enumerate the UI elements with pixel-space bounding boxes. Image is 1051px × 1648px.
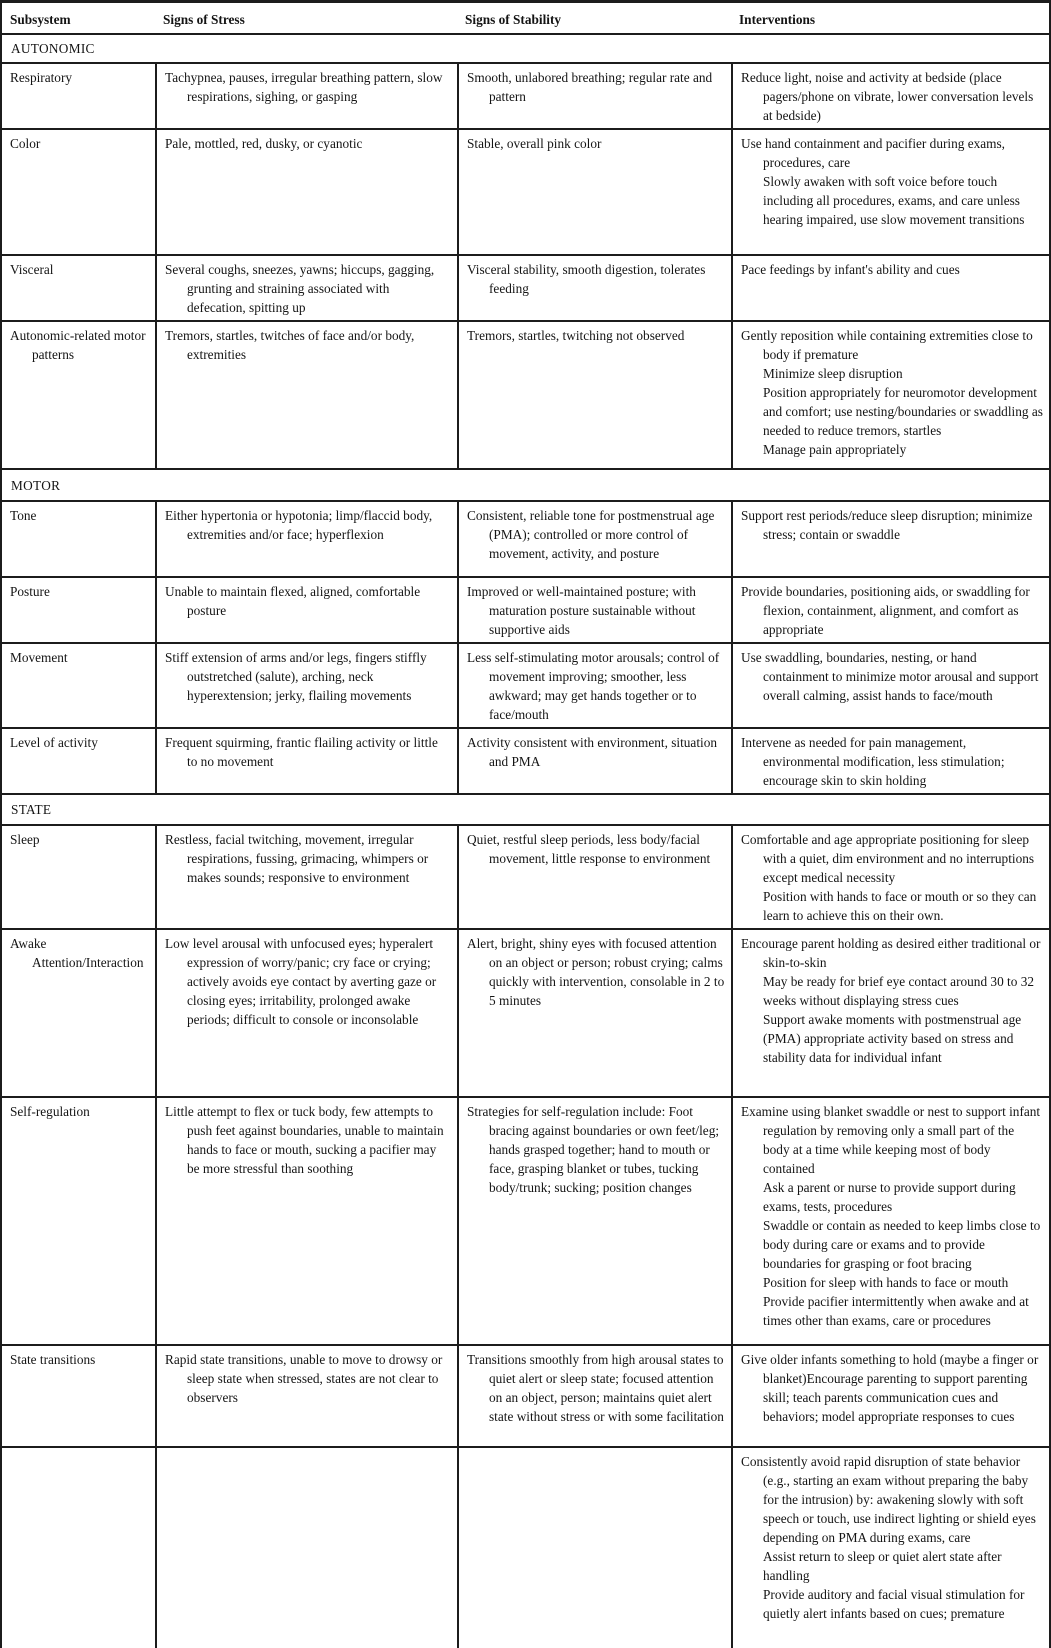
cell-paragraph: Posture — [10, 584, 50, 599]
interventions-cell — [731, 130, 1049, 254]
cell-text — [741, 648, 1043, 705]
cell-paragraph: Provide boundaries, positioning aids, or swaddling for flexion, containment, alignment, and comfort as appropriate — [741, 584, 1030, 637]
cell-paragraph: Comfortable and age appropriate positioning for sleep with a quiet, dim environment and no interruptions except medical necessity — [741, 832, 1035, 885]
cell-text — [165, 326, 451, 364]
interventions-cell — [731, 930, 1049, 1096]
subsystem-cell — [2, 1098, 155, 1344]
cell-text — [467, 648, 725, 724]
cell-paragraph: Consistent, reliable tone for postmenstrual age (PMA); controlled or more control of movement, activity, and posture — [467, 508, 715, 561]
cell-paragraph: Manage pain appropriately — [763, 442, 907, 457]
cell-paragraph: Pace feedings by infant's ability and cues — [741, 262, 960, 277]
cell-text — [467, 68, 725, 106]
cell-text — [741, 1350, 1043, 1426]
cell-text — [10, 582, 149, 601]
cell-paragraph: Provide pacifier intermittently when awake and at times other than exams, care or procedures — [763, 1294, 1029, 1328]
cell-paragraph: Tremors, startles, twitching not observed — [467, 328, 685, 343]
subsystem-cell — [2, 322, 155, 468]
cell-paragraph: Several coughs, sneezes, yawns; hiccups, gagging, grunting and straining associated with defecation, spitting up — [165, 262, 435, 315]
table-row — [2, 727, 1049, 793]
cell-text — [10, 326, 149, 364]
interventions-cell — [731, 502, 1049, 576]
cell-paragraph: Gently reposition while containing extremities close to body if premature — [741, 328, 1033, 362]
cell-text — [165, 648, 451, 705]
subsystem-cell — [2, 502, 155, 576]
cell-paragraph: Awake Attention/Interaction — [10, 936, 144, 970]
interventions-cell — [731, 256, 1049, 320]
cell-text — [741, 1452, 1043, 1623]
stress-cell — [155, 1346, 457, 1446]
cell-paragraph: Activity consistent with environment, situation and PMA — [467, 735, 718, 769]
interventions-cell — [731, 64, 1049, 128]
cell-paragraph: Sleep — [10, 832, 40, 847]
cell-text — [741, 68, 1043, 125]
stress-cell — [155, 64, 457, 128]
cell-paragraph: Position appropriately for neuromotor development and comfort; use nesting/boundaries or swaddling as needed to reduce tremors, startles — [763, 385, 1043, 438]
subsystem-cell — [2, 1346, 155, 1446]
table-row — [2, 825, 1049, 928]
cell-paragraph: Self-regulation — [10, 1104, 90, 1119]
stability-cell — [457, 1448, 731, 1648]
section-title: STATE — [11, 802, 52, 817]
cell-paragraph: Level of activity — [10, 735, 98, 750]
cell-text — [10, 260, 149, 279]
cell-paragraph: Quiet, restful sleep periods, less body/facial movement, little response to environment — [467, 832, 711, 866]
stability-cell — [457, 1346, 731, 1446]
stability-cell — [457, 502, 731, 576]
table-row — [2, 63, 1049, 128]
stability-cell — [457, 256, 731, 320]
cell-paragraph: May be ready for brief eye contact around 30 to 32 weeks without displaying stress cues — [763, 974, 1035, 1008]
subsystem-cell — [2, 644, 155, 727]
section-header-state — [2, 793, 1049, 825]
stability-cell — [457, 644, 731, 727]
stress-cell — [155, 130, 457, 254]
cell-paragraph: Smooth, unlabored breathing; regular rate and pattern — [467, 70, 713, 104]
table-row — [2, 254, 1049, 320]
cell-text — [10, 934, 149, 972]
cell-text — [741, 582, 1043, 639]
cell-paragraph: Ask a parent or nurse to provide support during exams, tests, procedures — [763, 1180, 1016, 1214]
cell-text — [741, 326, 1043, 459]
interventions-cell — [731, 1448, 1049, 1648]
cell-paragraph: Give older infants something to hold (maybe a finger or blanket)Encourage parenting to support parenting skill; teach parents communication cues and behaviors; model appropriate responses to cues — [741, 1352, 1039, 1424]
column-header-interventions: Interventions — [739, 12, 816, 27]
cell-paragraph: Less self-stimulating motor arousals; control of movement improving; smoother, less awkward; may get hands together or to face/mouth — [467, 650, 720, 722]
stability-cell — [457, 578, 731, 642]
subsystem-cell — [2, 64, 155, 128]
cell-text — [467, 733, 725, 771]
cell-paragraph: Minimize sleep disruption — [763, 366, 903, 381]
stress-cell — [155, 502, 457, 576]
cell-paragraph: Encourage parent holding as desired either traditional or skin-to-skin — [741, 936, 1041, 970]
table-header-row — [2, 3, 1049, 33]
stress-cell — [155, 1098, 457, 1344]
cell-paragraph: Frequent squirming, frantic flailing activity or little to no movement — [165, 735, 438, 769]
table-row — [2, 642, 1049, 727]
stability-cell — [457, 826, 731, 928]
table-row — [2, 1344, 1049, 1446]
cell-paragraph: Use hand containment and pacifier during exams, procedures, care — [741, 136, 1006, 170]
cell-paragraph: Improved or well-maintained posture; with maturation posture sustainable without supportive aids — [467, 584, 696, 637]
stress-cell — [155, 322, 457, 468]
stability-cell — [457, 1098, 731, 1344]
stability-cell — [457, 930, 731, 1096]
table-row — [2, 928, 1049, 1096]
cell-text — [10, 733, 149, 752]
cell-paragraph: Color — [10, 136, 41, 151]
cell-text — [467, 1350, 725, 1426]
cell-text — [165, 582, 451, 620]
subsystem-cell — [2, 930, 155, 1096]
table-row — [2, 320, 1049, 468]
cell-paragraph: Tachypnea, pauses, irregular breathing pattern, slow respirations, sighing, or gasping — [165, 70, 443, 104]
cell-paragraph: Tone — [10, 508, 37, 523]
cell-paragraph: Examine using blanket swaddle or nest to support infant regulation by removing only a small part of the body at a time while keeping most of body contained — [741, 1104, 1041, 1176]
cell-text — [467, 582, 725, 639]
cell-text — [467, 934, 725, 1010]
interventions-cell — [731, 1346, 1049, 1446]
cell-paragraph: Reduce light, noise and activity at bedside (place pagers/phone on vibrate, lower conversation levels at bedside) — [741, 70, 1034, 123]
cell-text — [10, 506, 149, 525]
stress-cell — [155, 930, 457, 1096]
cell-text — [165, 68, 451, 106]
table-row — [2, 1446, 1049, 1648]
cell-paragraph: Pale, mottled, red, dusky, or cyanotic — [165, 136, 363, 151]
cell-paragraph: Restless, facial twitching, movement, irregular respirations, fussing, grimacing, whimpers or makes sounds; responsive to environment — [165, 832, 429, 885]
cell-paragraph: Assist return to sleep or quiet alert state after handling — [763, 1549, 1002, 1583]
cell-text — [467, 260, 725, 298]
stress-cell — [155, 256, 457, 320]
subsystem-cell — [2, 729, 155, 793]
cell-text — [165, 1350, 451, 1407]
stress-cell — [155, 729, 457, 793]
cell-paragraph: Stiff extension of arms and/or legs, fingers stiffly outstretched (salute), arching, neck hyperextension; jerky, flailing movements — [165, 650, 427, 703]
cell-text — [741, 934, 1043, 1067]
cell-paragraph: Transitions smoothly from high arousal states to quiet alert or sleep state; focused attention on an object, person; maintains quiet alert state without stress or with some facilitation — [467, 1352, 724, 1424]
cell-paragraph: Swaddle or contain as needed to keep limbs close to body during care or exams and to provide boundaries for grasping or foot bracing — [763, 1218, 1041, 1271]
cell-text — [165, 260, 451, 317]
cell-paragraph: Tremors, startles, twitches of face and/or body, extremities — [165, 328, 415, 362]
cell-paragraph: Autonomic-related motor patterns — [10, 328, 146, 362]
cell-text — [10, 134, 149, 153]
cell-paragraph: Stable, overall pink color — [467, 136, 602, 151]
cell-paragraph: Use swaddling, boundaries, nesting, or hand containment to minimize motor arousal and support overall calming, assist hands to face/mouth — [741, 650, 1039, 703]
cell-paragraph: Strategies for self-regulation include: Foot bracing against boundaries or own feet/leg; hands grasped together; hand to mouth or face, grasping blanket or tubes, tucking body/trunk; sucking; position changes — [467, 1104, 720, 1195]
cell-paragraph: Support awake moments with postmenstrual age (PMA) appropriate activity based on stress and stability data for individual infant — [763, 1012, 1022, 1065]
stability-cell — [457, 729, 731, 793]
section-header-autonomic — [2, 33, 1049, 63]
section-title: MOTOR — [11, 477, 61, 493]
cell-paragraph: Rapid state transitions, unable to move to drowsy or sleep state when stressed, states are not clear to observers — [165, 1352, 443, 1405]
table-body — [2, 33, 1049, 1648]
subsystem-cell — [2, 578, 155, 642]
column-header-signs-of-stability: Signs of Stability — [465, 12, 562, 27]
stress-cell — [155, 644, 457, 727]
interventions-cell — [731, 1098, 1049, 1344]
cell-text — [467, 326, 725, 345]
cell-paragraph: Unable to maintain flexed, aligned, comfortable posture — [165, 584, 421, 618]
subsystem-cell — [2, 256, 155, 320]
cell-paragraph: Visceral — [10, 262, 54, 277]
table-row — [2, 1096, 1049, 1344]
cell-paragraph: Position for sleep with hands to face or mouth — [763, 1275, 1009, 1290]
cell-text — [741, 830, 1043, 925]
cell-paragraph: Either hypertonia or hypotonia; limp/flaccid body, extremities and/or face; hyperflexion — [165, 508, 433, 542]
interventions-cell — [731, 644, 1049, 727]
cell-text — [467, 506, 725, 563]
cell-text — [741, 1102, 1043, 1330]
section-title: AUTONOMIC — [11, 41, 95, 56]
interventions-cell — [731, 729, 1049, 793]
stress-cell — [155, 578, 457, 642]
cell-text — [741, 134, 1043, 229]
cell-paragraph: Support rest periods/reduce sleep disruption; minimize stress; contain or swaddle — [741, 508, 1033, 542]
cell-text — [10, 1350, 149, 1369]
cell-paragraph: Intervene as needed for pain management, environmental modification, less stimulation; encourage skin to skin holding — [741, 735, 1005, 788]
stress-cell — [155, 826, 457, 928]
cell-text — [741, 260, 1043, 279]
cell-paragraph: Slowly awaken with soft voice before touch including all procedures, exams, and care unless hearing impaired, use slow movement transitions — [763, 174, 1025, 227]
section-header-motor — [2, 468, 1049, 501]
interventions-cell — [731, 578, 1049, 642]
cell-paragraph: State transitions — [10, 1352, 96, 1367]
cell-text — [10, 68, 149, 87]
cell-text — [467, 1102, 725, 1197]
cell-text — [165, 733, 451, 771]
subsystem-cell — [2, 1448, 155, 1648]
table-row — [2, 128, 1049, 254]
cell-paragraph: Consistently avoid rapid disruption of state behavior (e.g., starting an exam without preparing the baby for the intrusion) by: awakening slowly with soft speech or touch, use indirect lighting or shield eyes depending on PMA during exams, care — [741, 1454, 1036, 1545]
interventions-cell — [731, 322, 1049, 468]
cell-text — [10, 830, 149, 849]
cell-text — [741, 506, 1043, 544]
stress-cell — [155, 1448, 457, 1648]
subsystem-cell — [2, 826, 155, 928]
interventions-cell — [731, 826, 1049, 928]
cell-text — [165, 830, 451, 887]
table-row — [2, 501, 1049, 576]
cell-text — [467, 134, 725, 153]
cell-text — [165, 134, 451, 153]
cell-paragraph: Provide auditory and facial visual stimulation for quietly alert infants based on cues; premature — [763, 1587, 1025, 1621]
column-header-subsystem: Subsystem — [10, 12, 71, 27]
cell-text — [10, 1102, 149, 1121]
cell-paragraph: Alert, bright, shiny eyes with focused attention on an object or person; robust crying; calms quickly with intervention, consolable in 2 to 5 minutes — [467, 936, 725, 1008]
stability-cell — [457, 64, 731, 128]
cell-paragraph: Low level arousal with unfocused eyes; hyperalert expression of worry/panic; cry face or crying; actively avoids eye contact by averting gaze or closing eyes; irritability, prolonged awake periods; difficult to console or inconsolable — [165, 936, 437, 1027]
cell-paragraph: Position with hands to face or mouth or so they can learn to achieve this on their own. — [763, 889, 1037, 923]
cell-text — [10, 648, 149, 667]
cell-paragraph: Little attempt to flex or tuck body, few attempts to push feet against boundaries, unable to maintain hands to face or mouth, sucking a pacifier may be more stressful than soothing — [165, 1104, 444, 1176]
column-header-signs-of-stress: Signs of Stress — [163, 12, 245, 27]
cell-paragraph: Movement — [10, 650, 68, 665]
cell-text — [741, 733, 1043, 790]
cell-text — [467, 830, 725, 868]
subsystem-cell — [2, 130, 155, 254]
cell-text — [165, 934, 451, 1029]
cell-text — [165, 1102, 451, 1178]
table-row — [2, 576, 1049, 642]
cell-paragraph: Visceral stability, smooth digestion, tolerates feeding — [467, 262, 706, 296]
cell-text — [165, 506, 451, 544]
stability-cell — [457, 322, 731, 468]
cell-paragraph: Respiratory — [10, 70, 73, 85]
stability-cell — [457, 130, 731, 254]
